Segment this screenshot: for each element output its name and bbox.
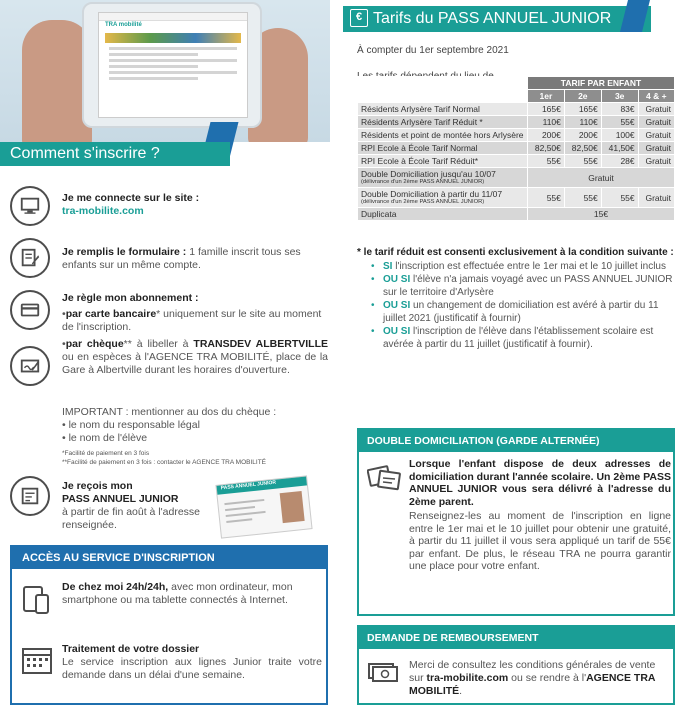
section-title-right: Tarifs du PASS ANNUEL JUNIOR: [343, 6, 651, 32]
form-edit-icon: [10, 238, 50, 278]
refund-box: DEMANDE DE REMBOURSEMENT Merci de consultez les conditions générales de vente sur tra-mobilite.com ou se rendre à l'AGENCE TRA MOBILITÉ.: [357, 625, 675, 705]
list-item: • SI l'inscription est effectuée entre le 1er mai et le 10 juillet inclus: [357, 260, 675, 273]
acces-item1-text: avec mon ordinateur, mon smartphone ou ma tablette connectés à Internet.: [62, 581, 293, 606]
acces-item1-title: De chez moi 24h/24h,: [62, 581, 169, 593]
footnote-1: *Facilité de paiement en 3 fois: [62, 450, 150, 457]
table-row: Double Domiciliation jusqu'au 10/07 (délivrance d'un 2ème PASS ANNUEL JUNIOR) Gratuit: [358, 168, 675, 188]
id-card-icon: [10, 476, 50, 516]
pass-name: PASS ANNUEL JUNIOR: [62, 493, 179, 505]
double-box-title: DOUBLE DOMICILIATION (GARDE ALTERNÉE): [359, 430, 673, 452]
credit-card-icon: [10, 290, 50, 330]
transdev-name: TRANSDEV ALBERTVILLE: [193, 338, 328, 350]
cheque-sign-icon: [10, 346, 50, 386]
table-row: RPI Ecole à École Tarif Réduit* 55€ 55€ 28€ Gratuit: [358, 155, 675, 168]
table-row: Résidents Arlysère Tarif Normal 165€ 165€ 83€ Gratuit: [358, 103, 675, 116]
computer-icon: [10, 186, 50, 226]
table-row: RPI Ecole à École Tarif Normal 82,50€ 82,50€ 41,50€ Gratuit: [358, 142, 675, 155]
list-item: • OU SI l'inscription de l'élève dans l'établissement scolaire est avérée à partir du 11 juillet (justificatif à fournir).: [357, 325, 675, 351]
table-row: Duplicata 15€: [358, 208, 675, 221]
condition-block: [357, 246, 675, 351]
refund-box-title: DEMANDE DE REMBOURSEMENT: [359, 627, 673, 649]
step-receive: Je reçois mon PASS ANNUEL JUNIOR à partir de fin août à l'adresse renseignée.: [10, 476, 328, 540]
hero-image: [0, 0, 330, 142]
tablet-screen: [98, 12, 248, 118]
tarifs-table: TARIF PAR ENFANT 1er 2e 3e 4 & + Résidents Arlysère Tarif Normal 165€ 165€ 83€ Gratuit Résidents Arlysère Tarif Réduit * 110€ 110€ 55€ Gratuit Résidents et point de montée hors Arlysère 200€ 200€ 100€ Gratuit RPI Ecole à École Tarif Normal 82,50€ 82,50€ 41,50€ Gratuit RPI Ecole à École Tarif Réduit* 55€ 55€ 28€ Gratuit Double Domiciliation jusqu'au 10/07 (délivrance d'un 2ème PASS ANNUEL JUNIOR) Gratuit Double Domiciliation à partir du 11/07 (délivrance d'un 2ème PASS ANNUEL JUNIOR) 55€ 55€ 55€ Gratuit Duplicata 15€: [357, 76, 675, 221]
site-link[interactable]: tra-mobilite.com: [62, 205, 144, 217]
condition-heading: * le tarif réduit est consenti exclusivement à la condition suivante :: [357, 247, 674, 258]
acces-box-title: ACCÈS AU SERVICE D'INSCRIPTION: [12, 547, 326, 569]
card-payment-text: * uniquement sur le site au moment de l'inscription.: [62, 308, 322, 333]
portrait-photo: [280, 491, 305, 523]
table-row: Résidents Arlysère Tarif Réduit * 110€ 110€ 55€ Gratuit: [358, 116, 675, 129]
calendar-icon: [20, 643, 54, 677]
table-header: TARIF PAR ENFANT: [528, 77, 675, 90]
footnote-2: **Facilité de paiement en 3 fois : contacter le AGENCE TRA MOBILITÉ: [62, 459, 266, 466]
step-connect: [10, 186, 328, 230]
money-icon: [367, 661, 399, 683]
step-form: [10, 238, 328, 282]
step-connect-title: Je me connecte sur le site :: [62, 192, 200, 204]
important-note: IMPORTANT : mentionner au dos du chèque :: [62, 406, 277, 418]
acces-service-box: [10, 545, 328, 705]
card-payment-label: par carte bancaire: [65, 308, 157, 320]
euro-icon: €: [350, 9, 368, 27]
double-domiciliation-box: [357, 428, 675, 616]
date-text: À compter du 1er septembre 2021: [357, 45, 509, 56]
table-row: Double Domiciliation à partir du 11/07 (délivrance d'un 2ème PASS ANNUEL JUNIOR) 55€ 55€ 55€ Gratuit: [358, 188, 675, 208]
step-form-text: 1 famille inscrit tous ses enfants sur un même compte.: [62, 246, 301, 271]
agency-name: AGENCE TRA MOBILITÉ: [409, 672, 656, 697]
step-payment-title: Je règle mon abonnement :: [62, 292, 199, 304]
pass-card-image: PASS ANNUEL JUNIOR: [215, 475, 312, 538]
double-box-bold: Lorsque l'enfant dispose de deux adresses de domiciliation durant l'année scolaire. Un 2ème PASS ANNUEL JUNIOR vous sera délivré à l'adresse du 2ème parent.: [409, 458, 671, 508]
acces-item2-title: Traitement de votre dossier: [62, 643, 200, 655]
list-item: • OU SI un changement de domiciliation est avéré à partir du 11 juillet 2021 (justificatif à fournir): [357, 299, 675, 325]
step-receive-text: à partir de fin août à l'adresse renseignée.: [62, 506, 201, 531]
table-row: Résidents et point de montée hors Arlysère 200€ 200€ 100€ Gratuit: [358, 129, 675, 142]
tablet-brand: TRA mobilité: [105, 22, 142, 28]
acces-item2-text: Le service inscription aux lignes Junior traite votre demande dans un délai d'une semaine.: [62, 656, 322, 681]
list-item: • OU SI l'élève n'a jamais voyagé avec un PASS ANNUEL JUNIOR sur le territoire d'Arlysère: [357, 273, 675, 299]
cheque-payment-label: par chèque: [65, 338, 124, 350]
double-box-text: Renseignez-les au moment de l'inscription en ligne entre le 1er mai et le 10 juillet pour obtenir une gratuité, à partir du 11 juillet il vous sera appliqué un tarif de 55€ par enfant. De plus, le réseau TRA ne pourra garantir une place pour votre enfant.: [409, 510, 671, 572]
section-title-left: Comment s'inscrire ?: [0, 142, 230, 166]
tablet-device: [82, 2, 262, 128]
two-cards-icon: [367, 462, 401, 492]
step-form-title: Je remplis le formulaire :: [62, 246, 187, 258]
devices-icon: [20, 583, 54, 617]
refund-site-link[interactable]: tra-mobilite.com: [426, 672, 509, 684]
step-payment: Je règle mon abonnement : •par carte bancaire* uniquement sur le site au moment de l'inscription. •par chèque** à libeller à TRANSDEV ALBERTVILLE ou en espèces à l'AGENCE TRA MOBILITÉ, place de la Gare à Albertville durant les horaires d'ouverture. IMPORTANT : mentionner au dos du chèque : • le nom du responsable légal • le nom de l'élève *Facilité de paiement en 3 fois **Facilité de paiement en 3 fois : contacter le AGENCE TRA MOBILITÉ: [10, 290, 328, 470]
